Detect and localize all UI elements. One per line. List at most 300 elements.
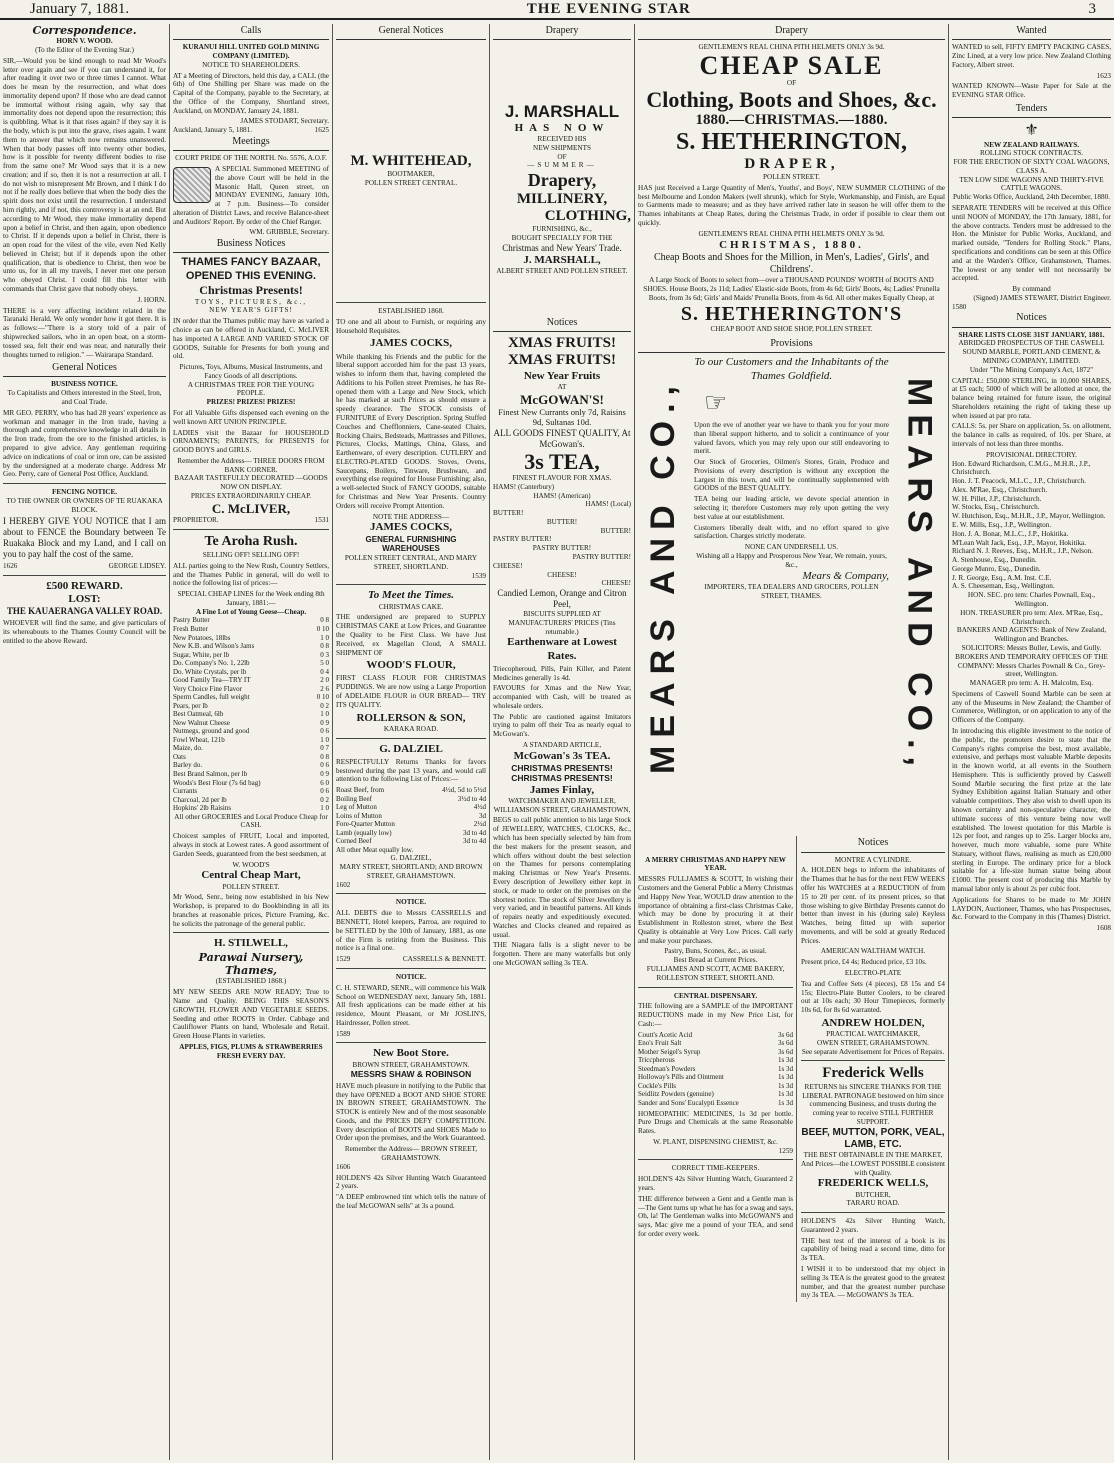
price-value: 1 0 <box>320 633 329 642</box>
price-value <box>432 846 486 855</box>
price-value: 1 0 <box>320 710 329 719</box>
practical-watchmaker: PRACTICAL WATCHMAKER, <box>826 1030 920 1039</box>
wells-returns: RETURNS his SINCERE THANKS FOR THE LIBERAL PATRONAGE bestowed on him since commencing Business, and trusts during the coming year to receive STILL FURTHER SUPPORT. <box>802 1082 944 1126</box>
section-header-notices-3: Notices <box>801 836 945 852</box>
bookbinding-body: Mr Wood, Senr., being now established in his New Workshop, is prepared to do Bookbinding in all its branches at reasonable prices, Picture Framing, &c. he solicits the patronage of the general public. <box>173 893 329 928</box>
cocks-warehouses: GENERAL FURNISHING WAREHOUSES <box>365 534 457 554</box>
price-value: 4½d <box>473 803 486 812</box>
column-correspondence <box>0 24 170 1460</box>
section-header-calls: Calls <box>173 24 329 40</box>
cocks-number: 1539 <box>471 571 486 580</box>
price-value: 0 6 <box>320 787 329 796</box>
wanted-number: 1623 <box>1096 71 1111 80</box>
director-entry: Hon. J. A. Bonar, M.L.C., J.P., Hokitika. <box>952 529 1069 538</box>
cake-body: THE undersigned are prepared to SUPPLY CHRISTMAS CAKE at Low Prices, and Guarantee the Quality to be First Class. We have Just Received, ex Magellan Cloud, A SMALL SHIPMENT OF <box>336 613 486 657</box>
prizes-body: For all Valuable Gifts dispensed each evening on the well known ART UNION PRINCIPLE. <box>173 408 329 426</box>
price-item: Fore-Quarter Mutton <box>336 820 395 829</box>
xmas-fruits-1: XMAS FRUITS! <box>508 335 616 352</box>
price-item: Corned Beef <box>336 837 372 846</box>
director-entry: A. S. Cheeseman, Esq., Wellington. <box>952 582 1055 591</box>
price-item: Woods's Best Flour (7s 6d bag) <box>173 778 261 787</box>
clothing-boots-shoes: Clothing, Boots and Shoes, &c. <box>646 87 937 113</box>
price-row <box>173 676 329 685</box>
letter-signature: J. HORN. <box>137 295 166 304</box>
price-value: 1s 3d <box>778 1064 793 1073</box>
correct-time-keepers: CORRECT TIME-KEEPERS. <box>671 1164 760 1173</box>
price-value: 3s 6d <box>778 1030 793 1039</box>
director-entry: Alex. M'Rae, Esq., Christchurch. <box>952 485 1048 494</box>
section-header-drapery-2: Drapery <box>638 24 945 40</box>
price-value: 0 8 <box>320 642 329 651</box>
calls-notice: NOTICE TO SHAREHOLDERS. <box>202 60 300 69</box>
price-row <box>173 642 329 651</box>
finlay-body: BEGS to call public attention to his large Stock of JEWELLERY, WATCHES, CLOCKS, &c., which has been specially selected by him from the best makers for the present season, and which offers without doubt the best selection on the Thames for persons contemplating making Christmas or New Year's Presents. Every description of Jewellery either kept in stock, or made to order on the premises on the shortest notice. The stock of Silver Jewellery is very varied, and in beautiful patterns. All kinds of repairs neatly and expeditiously executed. Watches and Clocks cleaned and repaired as usual. <box>493 816 631 939</box>
section-header-tenders: Tenders <box>952 102 1111 118</box>
notice-school-body: C. H. STEWARD, SENR., will commence his Walk School on WEDNESDAY next, January 5th, 1881. All fresh applications can be made either at his residence, Mount Pleasant, or Mr JOSLIN'S, Hairdresser, Pollen street. <box>336 983 486 1027</box>
bazaar-decorated: BAZAAR TASTEFULLY DECORATED —GOODS NOW ON DISPLAY. <box>174 474 328 492</box>
price-row <box>336 820 486 829</box>
flour-body: FIRST CLASS FLOUR FOR CHRISTMAS PUDDINGS. We are now using a Large Proportion of ADELAIDE FLOUR in OUR BREAD— TRY ITS QUALITY. <box>336 674 486 709</box>
column-hetherington-mears <box>635 24 949 1460</box>
all-goods: ALL GOODS FINEST QUALITY, At McGowan's. <box>493 427 631 449</box>
news-item: THERE is a very affecting incident related in the Taranaki Herald. We only wonder how it got there. It is as follows:—"There is a story told of a pair of shipwrecked sailors, who in an open boat, on a storm-tossed sea, felt their end was near, and naturally their thoughts turned to religion." — Wairarapa Standard. <box>3 306 166 359</box>
column-calls-business <box>170 24 333 1460</box>
price-item: Seidlitz Powders (genuine) <box>638 1090 714 1099</box>
woods-name: W. WOOD'S <box>232 860 270 869</box>
section-header-correspondence: Correspondence. <box>32 24 137 37</box>
price-value: 2 0 <box>320 676 329 685</box>
price-item: All other Meat equally low. <box>336 845 414 854</box>
choicest-samples: Choicest samples of FRUIT, Local and imported, always in stock at Lowest rates. A good assortment of Garden Seeds, guaranteed from the best seedsmen, at <box>173 832 329 858</box>
price-item: Pears, per lb <box>173 701 208 710</box>
electro-plate: ELECTRO-PLATE <box>844 969 902 978</box>
holden-ad: HOLDEN'S 42s Silver Hunting Watch, Guaranteed 2 years. <box>638 1175 793 1192</box>
share-lists: SHARE LISTS CLOSE 31ST JANUARY, 1881. <box>958 330 1105 339</box>
clothing-word: CLOTHING, <box>544 208 631 225</box>
butter-3: BUTTER! <box>600 526 631 535</box>
pollen-street: POLLEN STREET. <box>763 173 820 182</box>
letter-title: HORN V. WOOD. <box>56 37 113 46</box>
price-item: Steedman's Powders <box>638 1064 696 1073</box>
meetings-body: A SPECIAL Summoned MEETING of the above Court will be held in the Masonic Hall, Queen street, on MONDAY EVENING, January 10th, at 7 p.m. Business—To consider alteration of District Laws, and receive Balance-sheet and Auditors' Report. By order of the Chief Ranger. <box>173 164 329 226</box>
other-groceries: All other GROCERIES and Local Produce Cheap for CASH. <box>174 812 328 830</box>
price-value: 2 6 <box>320 684 329 693</box>
mears-body-3: TEA being our leading article, we devote special attention in selecting it; therefore Customers may rely upon getting the very best value at our establishment. <box>694 495 889 521</box>
draper-word: DRAPER, <box>744 155 839 172</box>
dispensary-price-list <box>638 1031 793 1108</box>
aroha-body: ALL parties going to the New Rush, Country Settlers, and the Thames Public in general, will do well to notice the following list of prices:— <box>173 561 329 588</box>
price-item: Sander and Sons' Eucalypti Essence <box>638 1098 739 1107</box>
issue-date: January 7, 1881. <box>30 0 130 17</box>
price-item: Mother Seigel's Syrup <box>638 1047 701 1056</box>
hetheringtons: S. HETHERINGTON'S <box>680 302 903 325</box>
bought-specially: BOUGHT SPECIALLY FOR THE <box>511 234 613 243</box>
hetherington-name: S. HETHERINGTON, <box>676 129 907 156</box>
lost-body: WHOEVER will find the same, and give particulars of its whereabouts to the Thames County Council will be entitled to the above Reward. <box>3 619 166 645</box>
nz-railways: NEW ZEALAND RAILWAYS. <box>984 140 1079 149</box>
millinery-word: MILLINERY, <box>516 190 608 207</box>
price-row <box>173 727 329 736</box>
prizes: PRIZES! PRIZES! PRIZES! <box>206 398 296 407</box>
price-item: Maize, do. <box>173 744 203 753</box>
niagara-note: THE Niagara falls is a slight never to be forgotten. There are many waterfalls but only one McGOWAN selling 3s TEA. <box>493 941 631 967</box>
candied-peel: Candied Lemon, Orange and Citron Peel, <box>497 588 627 610</box>
price-item: Best Brand Salmon, per lb <box>173 770 248 778</box>
new-boot-store: New Boot Store. <box>373 1047 449 1060</box>
section-header-meetings: Meetings <box>173 135 329 151</box>
waltham-body: Present price, £4 4s; Reduced price, £3 10s. <box>801 958 927 967</box>
wanted-cases: WANTED to sell, FIFTY EMPTY PACKING CASES, Zinc Lined, at a very low price. New Zealand Clothing Factory, Albert street. <box>952 43 1111 69</box>
bootmaker: BOOTMAKER, <box>387 170 435 179</box>
bazaar-address: Remember the Address— THREE DOORS FROM BANK CORNER. <box>177 456 325 474</box>
marshall-name: J. MARSHALL <box>504 102 620 122</box>
price-item: New K.B. and Wilson's Jams <box>173 642 255 651</box>
tea-flavour: FINEST FLAVOUR FOR XMAS. <box>512 473 612 482</box>
christmas-cake: CHRISTMAS CAKE. <box>378 602 444 611</box>
cocks-established: ESTABLISHED 1868. <box>378 307 444 315</box>
low-side-wagons: TEN LOW SIDE WAGONS AND THIRTY-FIVE CATTLE WAGONS. <box>959 175 1104 193</box>
pastry-butter-2: PASTRY BUTTER! <box>532 544 592 553</box>
price-item: Best Oatmeal, 6lb <box>173 710 224 719</box>
price-value: 6 0 <box>320 778 329 787</box>
by-command: By command <box>1012 285 1051 294</box>
price-row <box>173 710 329 719</box>
business-notice-to: To Capitalists and Others interested in the Steel, Iron, and Coal Trade. <box>7 389 162 407</box>
price-item: Nutmegs, ground and good <box>173 727 250 736</box>
price-item: Loins of Mutton <box>336 811 382 820</box>
letter-to: (To the Editor of the Evening Star.) <box>35 46 134 55</box>
at-word: AT <box>557 382 567 391</box>
price-item: Hopkins' 2lb Raisins <box>173 804 232 813</box>
calls-number: 1625 <box>314 126 329 135</box>
marshall-address: ALBERT STREET AND POLLEN STREET. <box>496 267 628 276</box>
christmas-presents-finlay: CHRISTMAS PRESENTS! CHRISTMAS PRESENTS! <box>511 763 613 784</box>
price-row <box>173 634 329 643</box>
fencing-signature: GEORGE LIDSEY. <box>108 562 166 571</box>
price-value: 0 10 <box>316 624 329 633</box>
holden-watch-2: HOLDEN'S 42s Silver Hunting Watch, Guaranteed 2 years. <box>801 1217 945 1234</box>
cheese-3: CHEESE! <box>601 579 631 588</box>
summer: —SUMMER— <box>527 161 597 170</box>
montre-cylindre: MONTRE A CYLINDRE. <box>834 855 912 864</box>
price-row <box>173 736 329 745</box>
rolling-stock: ROLLING STOCK CONTRACTS. <box>979 149 1084 158</box>
price-row <box>638 1056 793 1065</box>
director-entry: Hon. J. T. Peacock, M.L.C., J.P., Christchurch. <box>952 477 1086 486</box>
price-value: 0 8 <box>320 616 329 625</box>
price-item: Sugar, White, per lb <box>173 650 230 659</box>
young-geese: A Fine Lot of Young Geese—Cheap. <box>195 607 307 616</box>
pastry-butter-1: PASTRY BUTTER! <box>493 535 552 544</box>
wish-tea: I WISH it to be understood that my object in selling 3s TEA is the greatest good to the greatest number, and that the greatest number purchase my 3s TEA. — McGOWAN'S 3s TEA. <box>801 1265 945 1300</box>
currants: Finest New Currants only 7d, Raisins 9d, Sultanas 10d. <box>498 407 626 428</box>
director-entry: George Munro, Esq., Dunedin. <box>952 564 1041 573</box>
selling-off: SELLING OFF! SELLING OFF! <box>202 550 300 559</box>
mears-vertical-right: MEARS AND CO., <box>900 378 939 775</box>
price-row <box>336 837 486 846</box>
price-value: 1s 3d <box>778 1090 793 1099</box>
reward-title: £500 REWARD. <box>46 580 123 593</box>
price-row <box>173 668 329 677</box>
wells-name-2: FREDERICK WELLS, <box>817 1177 929 1190</box>
price-row <box>173 753 329 762</box>
railways-crest-icon: ⚜ <box>1024 122 1039 140</box>
bazaar-body: IN order that the Thames public may have as varied a choice as can be offered in Auckland, C. McLIVER has imported A LARGE AND VARIED STOCK OF GOODS, Suitable for Presents for both young and old. <box>173 317 329 361</box>
price-item: Barley do. <box>173 761 203 770</box>
price-value: 1s 3d <box>778 1073 793 1082</box>
under-act: Under "The Mining Company's Act, 1872" <box>969 365 1094 374</box>
christmas-1880: CHRISTMAS, 1880. <box>719 238 864 251</box>
notice-school-number: 1589 <box>336 1029 351 1038</box>
cocks-intro: TO one and all about to Furnish, or requiring any Household Requisites. <box>336 317 486 335</box>
mears-body-1: Upon the eve of another year we have to thank you for your more than liberal support hitherto, and to solicit a continuance of your valued favors, which you may rely upon our still endeavoring to merit. <box>694 421 889 456</box>
fencing-to: TO THE OWNER OR OWNERS OF TE RUAKAKA BLOCK. <box>6 496 163 514</box>
christmas-trade: Christmas and New Years' Trade. <box>502 242 622 253</box>
pointing-hand-icon: ☞ <box>704 388 728 418</box>
fulljames-body: MESSRS FULLJAMES & SCOTT, In wishing their Customers and the General Public a Merry Christmas and Happy New Year, WOULD draw attention to the importance of obtaining a first-class Christmas Cake, which may be done by procuring it at their Establishment in Rolleston street, where the Best Quality is obtainable at Very Low Prices. Call early and make your purchases. <box>638 875 793 945</box>
dalziel-address: MARY STREET, SHORTLAND; AND BROWN STREET, GRAHAMSTOWN. <box>339 863 483 880</box>
butcher: BUTCHER, <box>855 1190 891 1199</box>
prospectus-intro: In introducing this eligible investment to the notice of the public, the promoters desire to state that the Company's rights comprise the best, most available, extensive, and perhaps most valuable Marble deposits in the known world, at all events in the Southern Hemisphere. This is sufficiently proved by Caswell Sound Marble securing the first prize at the late Sydney Exhibition against Italian Statuary and other valuable competitors. They also wish to dwell upon its known certainty and non-speculative character, the ultimate success of this venture being now well established. The lowest quotation for this Marble is 12s per foot, and ranges up to 25s. Larger blocks are, however, much more valuable, some pure White Statuary, without flaws, realising as much as £20,000 sterling in Europe. The ordinary price for a block suitable for a life-size human statue being about £1000. The present cost of producing this Marble by manual labor only is about 2s per cubic foot. <box>952 726 1111 894</box>
price-value: 1s 3d <box>778 1098 793 1107</box>
section-header-wanted: Wanted <box>952 24 1111 40</box>
price-row <box>173 719 329 728</box>
mcliver-proprietor: PROPRIETOR. <box>173 516 219 525</box>
price-row <box>173 693 329 702</box>
price-value: 0 6 <box>320 761 329 770</box>
new-year-fruits: New Year Fruits <box>523 369 601 382</box>
butter-2: BUTTER! <box>546 517 578 526</box>
price-item: Fowl Wheat, 121b <box>173 735 225 744</box>
provisional-directory: PROVISIONAL DIRECTORY. <box>986 450 1077 459</box>
price-value: 1s 3d <box>778 1081 793 1090</box>
best-bread: Best Bread at Current Prices. <box>673 956 758 965</box>
director-entry: W. H. Pillet, J.P., Christchurch. <box>952 494 1042 503</box>
furnishing-word: FURNISHING, &c., <box>532 225 592 234</box>
rollerson-name: ROLLERSON & SON, <box>356 711 466 724</box>
price-value: 5 0 <box>320 659 329 668</box>
christmas-presents: Christmas Presents! <box>199 283 303 298</box>
hams-3: HAMS! (Local) <box>585 500 631 509</box>
price-item: New Walnut Cheese <box>173 718 230 727</box>
price-row <box>336 786 486 795</box>
special-lines: SPECIAL CHEAP LINES for the Week ending 8th January, 1881:— <box>177 590 325 607</box>
director-entry: W. Hutchison, Esq., M.H.R., J.P., Mayor, Wellington. <box>952 512 1106 521</box>
xmas-fruits-2: XMAS FRUITS! <box>508 352 616 369</box>
woods-flour: WOOD'S FLOUR, <box>366 659 456 672</box>
abridged-prospectus: ABRIDGED PROSPECTUS OF THE CASWELL SOUND MARBLE, PORTLAND CEMENT, & MINING COMPANY, LIMITED. <box>958 339 1105 365</box>
price-row <box>173 761 329 770</box>
section-header-business-notices: Business Notices <box>173 237 329 253</box>
meet-the-times: To Meet the Times. <box>368 589 454 602</box>
mcliver-number: 1531 <box>314 516 329 525</box>
applications-number: 1608 <box>1096 924 1111 933</box>
price-value: 1 0 <box>320 804 329 813</box>
price-value: 0 4 <box>320 667 329 676</box>
calls-terms: CALLS: 5s. per Share on application, 5s. on allotment, the balance in calls as required, of 10s. per Share, at intervals of not less than three months. <box>952 422 1111 448</box>
director-entry: M'Lean Walt Jack, Esq., J.P., Mayor, Hokitika. <box>952 538 1087 547</box>
pastry-butter-3: PASTRY BUTTER! <box>572 553 631 561</box>
bazaar-items: Pictures, Toys, Albums, Musical Instruments, and Fancy Goods of all descriptions. <box>179 363 323 380</box>
cocks-body: While thanking his Friends and the public for the liberal support accorded him for the past 13 years, wishes to inform them that, having completed the Additions to his Pollen street Premises, he has Re-opened them with a Large and New Stock, which he has marked at such Prices as should ensure a speedy clearance. The STOCK consists of FURNITURE of Every Description. Spring Stuffed Couches and Chefflonniers, Cane-seated Chairs, Rocking Chairs, Bedsteads, Mattrasses and Pillows, Pictures, Clocks, Mattings, China, Glass, and Earthenware, of every description. CUTLERY and ELECTRO-PLATED GOODS. Stoves, Ovens, Saucepans, Boilers, Tinware, Brushware, and everything else required for House Furnishing; also, a well-selected Stock of FANCY GOODS, suitable for Christmas and New Year Presents. Country Orders will receive Prompt Attention. <box>336 352 486 510</box>
price-value: 0 6 <box>320 727 329 736</box>
column-wanted-tenders <box>949 24 1114 1460</box>
parawai-nursery: Parawai Nursery, Thames, <box>198 950 304 978</box>
calls-date: Auckland, January 5, 1881. <box>173 126 253 135</box>
price-value: 0 7 <box>320 744 329 753</box>
none-can-undersell: NONE CAN UNDERSELL US. <box>744 543 839 552</box>
dispensary-intro: THE following are a SAMPLE of the IMPORTANT REDUCTIONS made in my New Price List, for Cash:— <box>638 1002 793 1028</box>
price-item: Currants <box>173 787 198 796</box>
cocks-note: NOTE THE ADDRESS— <box>372 512 450 521</box>
hams-1: HAMS! (Canterbury) <box>493 482 555 491</box>
business-notice-title: BUSINESS NOTICE. <box>51 380 118 389</box>
price-row <box>336 812 486 821</box>
specimens: Specimens of Caswell Sound Marble can be seen at any of the Museums in New Zealand; the Chamber of Commerce, Wellington, or on application to any of the Officers of the Company. <box>952 689 1111 725</box>
price-value: 1s 3d <box>778 1056 793 1065</box>
andrew-holden: ANDREW HOLDEN, <box>821 1016 925 1029</box>
section-header-drapery: Drapery <box>493 24 631 40</box>
price-value: 0 2 <box>320 701 329 710</box>
whitehead-name: M. WHITEHEAD, <box>350 153 472 170</box>
notice-debts-number: 1529 <box>336 955 351 964</box>
tararu-road: TARARU ROAD. <box>846 1199 900 1208</box>
director-entry: Richard N. J. Reeves, Esq., M.H.R., J.P., Nelson. <box>952 547 1093 556</box>
price-row <box>173 744 329 753</box>
dalziel-signature: G. DALZIEL, <box>390 854 432 863</box>
ladies-notice: LADIES visit the Bazaar for HOUSEHOLD ORNAMENTS; PARENTS, for PRESENTS for GOOD BOYS and GIRLS. <box>173 428 329 455</box>
prices-cheap: PRICES EXTRAORDINARILY CHEAP. <box>190 492 312 501</box>
hon-treasurer: HON. TREASURER pro tem: Alex. M'Rae, Esq., Christchurch. <box>960 608 1103 626</box>
mcgowans-tea: McGowan's 3s TEA. <box>513 749 611 762</box>
tea-big: 3s TEA, <box>524 448 600 474</box>
price-row <box>638 1065 793 1074</box>
price-item: Fresh Butter <box>173 624 208 633</box>
dalziel-number: 1602 <box>336 880 351 889</box>
wanted-paper: WANTED KNOWN—Waste Paper for Sale at the EVENING STAR Office. <box>952 82 1111 100</box>
shaw-number: 1606 <box>336 1162 351 1171</box>
cheap-sale-of: OF <box>786 79 797 88</box>
applications: Applications for Shares to be made to Mr JOHN LAYDON, Auctioneer, Thames, who has Prospectuses, &c. Forward to the Company in this (Thames) District. <box>952 895 1111 922</box>
fencing-body: I HEREBY GIVE YOU NOTICE that I am about to FENCE the Boundary between Te Ruakaka Block and my Land, and I call on you to pay half the cost of the same. <box>3 516 166 560</box>
brokers: BROKERS AND TEMPORARY OFFICES OF THE COMPANY: Messrs Charles Pownall & Co., Grey-street, Wellington. <box>955 652 1108 679</box>
section-header-notices-4: Notices <box>952 311 1111 327</box>
apples-figs: APPLES, FIGS, PLUMS & STRAWBERRIES FRESH EVERY DAY. <box>179 1042 323 1060</box>
bazaar-title: THAMES FANCY BAZAAR, OPENED THIS EVENING. <box>181 256 321 282</box>
waltham-watch: AMERICAN WALTHAM WATCH. <box>820 947 926 956</box>
mcgowans: McGOWAN'S! <box>520 391 604 407</box>
mears-signature: Mears & Company, <box>802 569 889 582</box>
price-row <box>173 702 329 711</box>
price-item: Holloway's Pills and Ointment <box>638 1073 724 1082</box>
cheap-boots: Cheap Boots and Shoes for the Million, in Men's, Ladies', Girls', and Childrens'. <box>653 251 930 275</box>
price-value: 0 3 <box>320 650 329 659</box>
shaw-address: Remember the Address— BROWN STREET, GRAHAMSTOWN. <box>344 1145 478 1162</box>
meetings-signature: WM. GRIBBLE, Secretary. <box>249 228 329 237</box>
marshall-name-2: J. MARSHALL, <box>523 253 601 266</box>
holden-watch-note: HOLDEN'S 42s Silver Hunting Watch Guaranteed 2 years. <box>336 1173 486 1191</box>
price-row <box>638 1048 793 1057</box>
mears-vertical-left: MEARS AND CO., <box>644 378 683 775</box>
price-row <box>336 846 486 855</box>
price-item: Roast Beef, from <box>336 786 385 795</box>
notice-debts-signature: CASSRELLS & BENNETT. <box>402 955 486 964</box>
bankers: BANKERS AND AGENTS: Bank of New Zealand, Wellington and Branches. <box>956 626 1107 644</box>
seeds-body: MY NEW SEEDS ARE NOW READY; True to Name and Quality. BEING THIS SEASON'S GROWTH. FLOWER AND VEGETABLE SEEDS. Seeding and other ROOTS in Order. Cabbage and Cauliflower Plants on hand, Wholesale and Retail. Green House Plants in varieties. <box>173 988 329 1041</box>
price-value: 3d <box>479 811 486 820</box>
meetings-title: COURT PRIDE OF THE NORTH. No. 5576, A.O.F. <box>175 154 327 163</box>
owen-street: OWEN STREET, GRAHAMSTOWN. <box>817 1038 929 1047</box>
cocks-name-2: JAMES COCKS, <box>370 521 452 534</box>
drapery-word: Drapery, <box>527 170 597 191</box>
price-value: 3s 6d <box>778 1039 793 1048</box>
public-cautioned: The Public are cautioned against Imitators trying to palm off their Tea as nearly equal to McGowan's. <box>493 712 631 739</box>
pastry-buns: Pastry, Buns, Scones, &c., as usual. <box>664 947 767 956</box>
tender-signed: (Signed) JAMES STEWART, District Engineer. <box>973 293 1111 302</box>
watchmaker: WATCHMAKER AND JEWELLER, <box>508 796 616 805</box>
public-works-office: Public Works Office, Auckland, 24th December, 1880. <box>953 193 1110 202</box>
price-item: Triccpherous <box>638 1056 675 1065</box>
price-value: 0 10 <box>316 693 329 702</box>
price-row <box>173 787 329 796</box>
frederick-wells: Frederick Wells <box>822 1065 924 1082</box>
price-row <box>173 770 329 779</box>
price-item: Coutt's Acetic Acid <box>638 1030 693 1039</box>
hams-2: HAMS! (American) <box>533 491 591 500</box>
price-row <box>638 1099 793 1108</box>
gent-difference: THE difference between a Gent and a Gentle man is—The Gent turns up what he has for a swag and says, Oh, la! The Gentleman walks into McGOWAN'S and says, Mac give me a pound of your TEA, and send for order every week. <box>638 1194 793 1238</box>
earthenware: Earthenware at Lowest Rates. <box>507 636 617 662</box>
solicitors: SOLICITORS: Messrs Buller, Lewis, and Gully. <box>961 643 1102 652</box>
plant-name: W. PLANT, DISPENSING CHEMIST, &c. <box>653 1137 778 1146</box>
nursery-established: (ESTABLISHED 1868.) <box>215 977 287 986</box>
mears-body-4: Customers liberally dealt with, and no effort spared to give satisfaction. Charges strictly moderate. <box>694 523 889 541</box>
price-item: New Potatoes, 18lbs <box>173 633 231 642</box>
price-row <box>638 1031 793 1040</box>
dalziel-body: RESPECTFULLY Returns Thanks for favors bestowed during the past 13 years, and would call attention to the following List of Prices:— <box>336 757 486 784</box>
favours: FAVOURS for Xmas and the New Year, accompanied with Cash, will be treated as wholesale orders. <box>493 684 631 710</box>
manager: MANAGER pro tem: A. H. Malcolm, Esq. <box>969 679 1094 688</box>
best-test-tea: THE best test of the interest of a book is its capability of being read a second time, ditto for 3s TEA. <box>801 1236 945 1263</box>
fencing-title: FENCING NOTICE. <box>51 488 118 497</box>
director-entry: Hon. Edward Richardson, C.M.G., M.H.R., J.P., Christchurch. <box>952 459 1091 477</box>
finlay-name: James Finlay, <box>529 783 595 796</box>
homeopathic: HOMEOPATHIC MEDICINES, 1s 3d per bottle. Pure Drugs and Chemicals at the same Reasonable Rates. <box>638 1109 793 1136</box>
price-item: Cockle's Pills <box>638 1081 677 1090</box>
price-value: 3½d to 4d <box>457 794 486 803</box>
price-value: 3d to 4d <box>463 837 486 846</box>
price-row <box>173 804 329 813</box>
hon-secretary: HON. SEC. pro tem: Charles Pownall, Esq., Wellington. <box>967 591 1096 609</box>
price-row <box>336 795 486 804</box>
central-cheap-mart: Central Cheap Mart, <box>201 869 301 882</box>
standard-article: A STANDARD ARTICLE, <box>522 741 602 750</box>
price-row <box>173 616 329 625</box>
business-notice-body: MR GEO. PERRY, who has had 28 years' experience as workman and manager in the Iron trade, having a thorough and comprehensive knowledge in all details in the Iron trade, from the ore to the finished articles, is prepared to give advice. Any gentleman requiring advice on indications of coal or iron ore, can be assisted by the undersigned at a moderate charge. Address Mr Geo. Perry, care of General Post Office, Auckland. <box>3 408 166 479</box>
price-row <box>638 1090 793 1099</box>
calls-body: AT a Meeting of Directors, held this day, a CALL (the 6th) of One Shilling per Share was made on the Capital of the Company, payable to the Secretary, at the Office of the Company, Shortland street, Auckland, on MONDAY, January 24, 1881. <box>173 71 329 115</box>
price-value: 0 2 <box>320 795 329 804</box>
section-header-general-notices-2: General Notices <box>336 24 486 40</box>
calls-signature: JAMES STODART, Secretary. <box>240 117 329 126</box>
page-number: 3 <box>1088 0 1096 17</box>
price-value: 3s 6d <box>778 1047 793 1056</box>
price-row <box>336 803 486 812</box>
has-now: HAS NOW <box>514 121 610 134</box>
capital: CAPITAL: £50,000 STERLING, in 10,000 SHARES, at £5 each; 5000 of which will be allotted at once, the balance being retained for future issue, the original Shareholders retaining the right of taking these up when issued at par pro rata. <box>952 376 1111 420</box>
price-row <box>638 1073 793 1082</box>
price-item: Leg of Mutton <box>336 803 377 812</box>
